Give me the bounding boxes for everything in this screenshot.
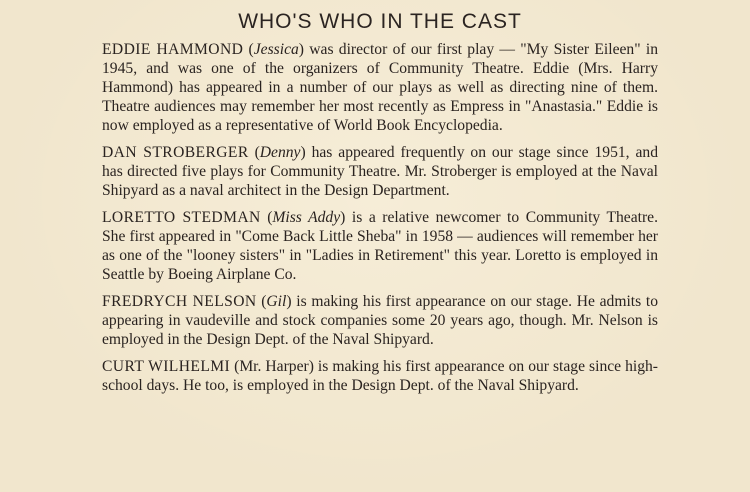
cast-role: Jessica <box>253 41 299 58</box>
cast-name: DAN STROBERGER <box>102 144 249 161</box>
cast-role: Denny <box>259 144 301 161</box>
cast-bio: is a relative newcomer to Community Theatre. She first appeared in "Come Back Little Sheba" in 1958 — audiences will remember her as one of the "looney sisters" in "Ladies in Retirement" this year. Loretto is employed in Seattle by Boeing Airplane Co. <box>102 209 658 283</box>
cast-name: FREDRYCH NELSON <box>102 293 257 310</box>
cast-role: Gil <box>266 293 287 310</box>
cast-entry-stroberger: DAN STROBERGER (Denny) has appeared frequently on our stage since 1951, and has directed five plays for Community Theatre. Mr. Stroberger is employed at the Naval Shipyard as a naval architect in the Design Department. <box>102 144 658 199</box>
cast-entry-wilhelmi: CURT WILHELMI (Mr. Harper) is making his first appearance on our stage since high-school days. He too, is employed in the Design Dept. of the Naval Shipyard. <box>102 358 659 394</box>
cast-bio: is making his first appearance on our stage since high-school days. He too, is employed in the Design Dept. of the Naval Shipyard. <box>102 358 659 394</box>
cast-bio: has appeared frequently on our stage since 1951, and has directed five plays for Community Theatre. Mr. Stroberger is employed at the Naval Shipyard as a naval architect in the Design Department. <box>102 144 658 199</box>
cast-role: Mr. Harper <box>239 358 309 375</box>
cast-name: CURT WILHELMI <box>102 358 231 375</box>
cast-name: LORETTO STEDMAN <box>102 209 261 226</box>
cast-name: EDDIE HAMMOND <box>102 41 244 58</box>
cast-entry-nelson: FREDRYCH NELSON (Gil) is making his first appearance on our stage. He admits to appearing in vaudeville and stock companies some 20 years ago, though. Mr. Nelson is employed in the Design Dept. of the Naval Shipyard. <box>102 293 658 348</box>
page-title: WHO'S WHO IN THE CAST <box>238 10 522 33</box>
cast-entry-hammond: EDDIE HAMMOND (Jessica) was director of our first play — "My Sister Eileen" in 1945, and was one of the organizers of Community Theatre. Eddie (Mrs. Harry Hammond) has appeared in a number of our plays as well as directing nine of them. Theatre audiences may remember her most recently as Empress in "Anastasia." Eddie is now employed as a representative of World Book Encyclopedia. <box>102 41 658 134</box>
cast-bio: is making his first appearance on our stage. He admits to appearing in vaudeville and stock companies some 20 years ago, though. Mr. Nelson is employed in the Design Dept. of the Naval Shipyard. <box>102 293 658 348</box>
cast-role: Miss Addy <box>272 209 341 226</box>
cast-bio: was director of our first play — "My Sister Eileen" in 1945, and was one of the organizers of Community Theatre. Eddie (Mrs. Harry Hammond) has appeared in a number of our plays as well as directing nine of them. Theatre audiences may remember her most recently as Empress in "Anastasia." Eddie is now employed as a representative of World Book Encyclopedia. <box>102 41 658 134</box>
cast-entry-stedman: LORETTO STEDMAN (Miss Addy) is a relative newcomer to Community Theatre. She first appeared in "Come Back Little Sheba" in 1958 — audiences will remember her as one of the "looney sisters" in "Ladies in Retirement" this year. Loretto is employed in Seattle by Boeing Airplane Co. <box>102 209 658 283</box>
